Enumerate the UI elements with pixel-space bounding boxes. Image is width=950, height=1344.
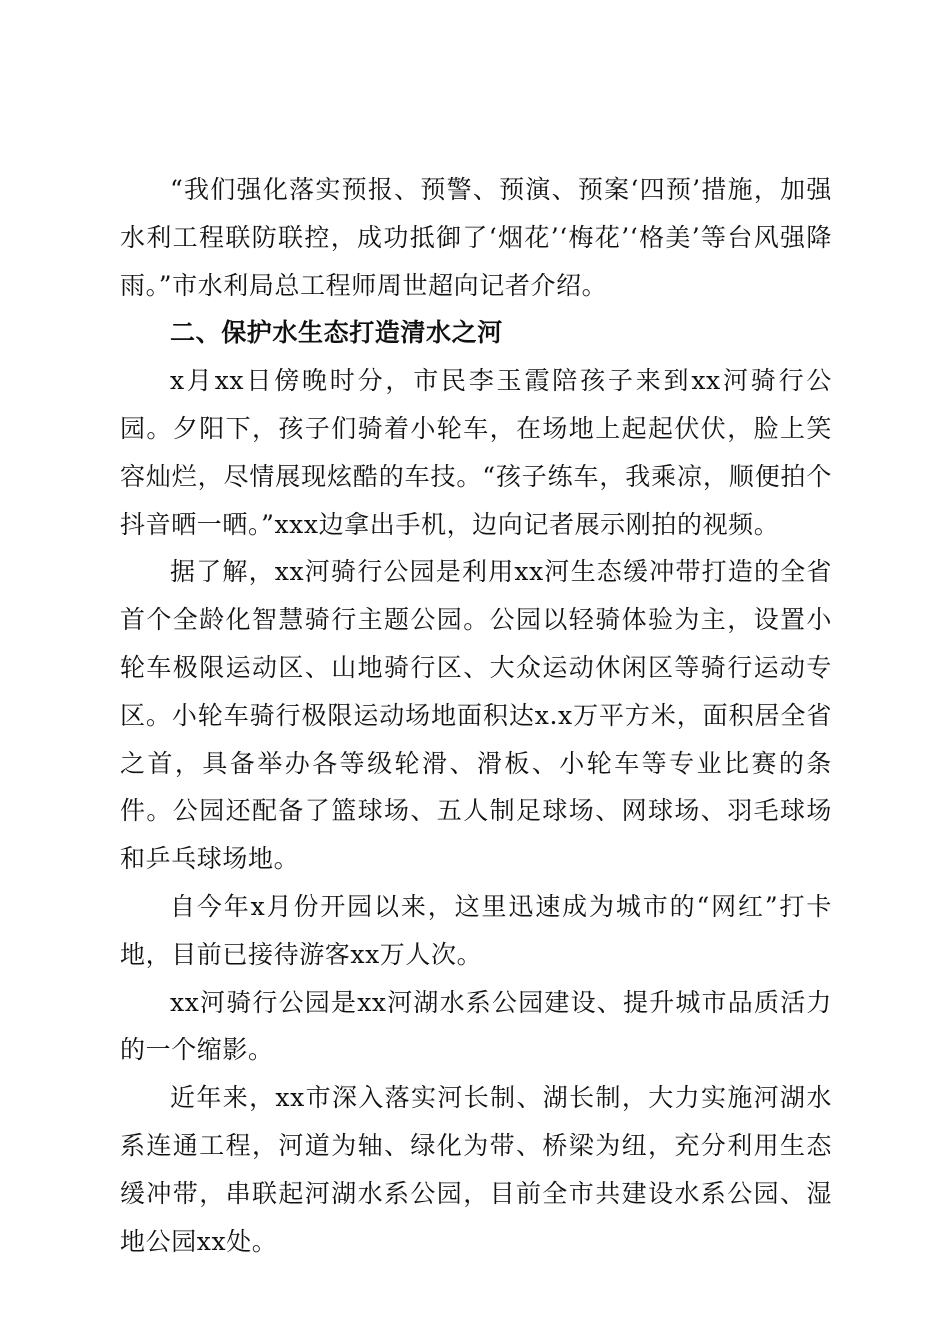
section-heading: 二、保护水生态打造清水之河 — [170, 318, 503, 348]
paragraph-quote-four-forecasts: “我们强化落实预报、预警、预演、预案‘四预’措施，加强水利工程联防联控，成功抵御了‘烟花’‘梅花’‘格美’等台风强降雨。”市水利局总工程师周世超向记者介绍。 — [120, 175, 832, 300]
paragraph-river-chief-system: 近年来，xx市深入落实河长制、湖长制，大力实施河湖水系连通工程，河道为轴、绿化为带、桥梁为纽，充分利用生态缓冲带，串联起河湖水系公园，目前全市共建设水系公园、湿地公园xx处。 — [120, 1083, 832, 1256]
paragraph-park-epitome: xx河骑行公园是xx河湖水系公园建设、提升城市品质活力的一个缩影。 — [120, 987, 832, 1065]
paragraph-evening-park: x月xx日傍晚时分，市民李玉霞陪孩子来到xx河骑行公园。夕阳下，孩子们骑着小轮车，在场地上起起伏伏，脸上笑容灿烂，尽情展现炫酷的车技。“孩子练车，我乘凉，顺便拍个抖音晒一晒。”xxx边拿出手机，边向记者展示刚拍的视频。 — [120, 366, 832, 539]
document-body — [120, 166, 832, 1265]
paragraph-park-description: 据了解，xx河骑行公园是利用xx河生态缓冲带打造的全省首个全龄化智慧骑行主题公园。公园以轻骑体验为主，设置小轮车极限运动区、山地骑行区、大众运动休闲区等骑行运动专区。小轮车骑行极限运动场地面积达x.x万平方米，面积居全省之首，具备举办各等级轮滑、滑板、小轮车等专业比赛的条件。公园还配备了篮球场、五人制足球场、网球场、羽毛球场和乒乓球场地。 — [120, 557, 832, 874]
paragraph-visitors: 自今年x月份开园以来，这里迅速成为城市的“网红”打卡地，目前已接待游客xx万人次。 — [120, 891, 832, 969]
